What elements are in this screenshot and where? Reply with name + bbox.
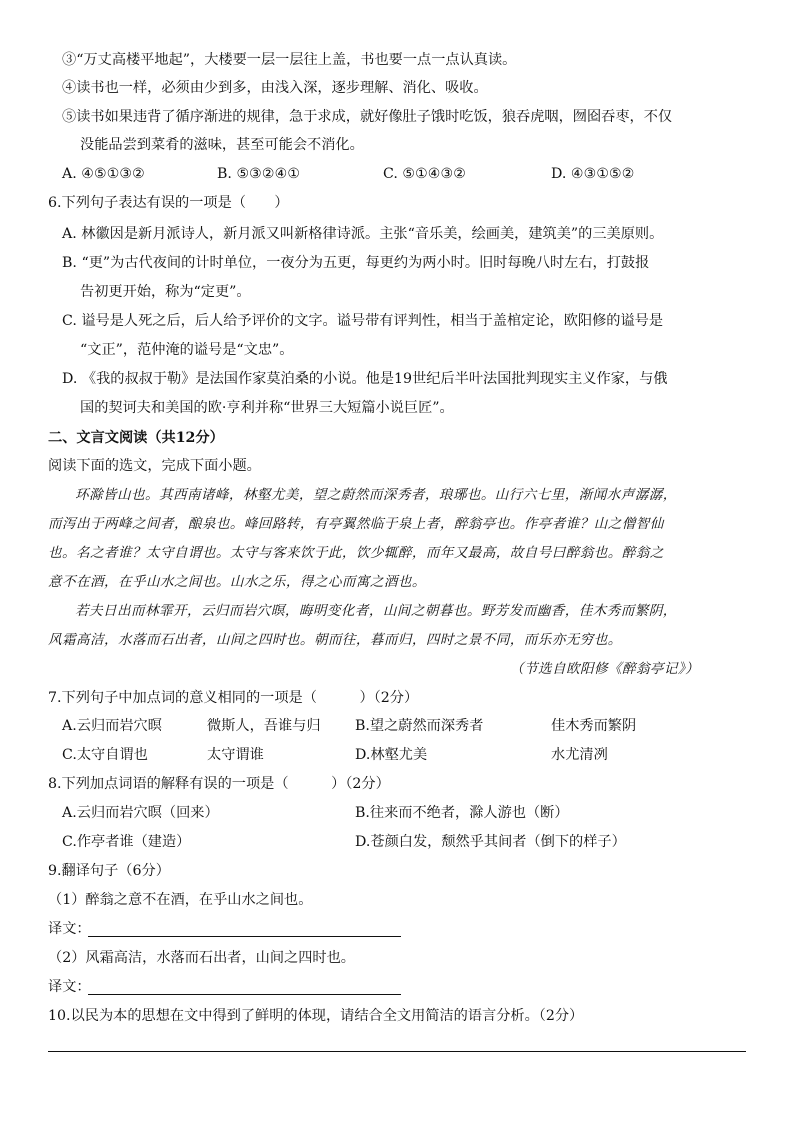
q5-option-c: C. ⑤①④③② [383, 166, 466, 182]
q5-option-d: D. ④③①⑤② [551, 166, 635, 182]
q7-option-d-1: D.林壑尤美 [355, 747, 428, 763]
q7-option-a-1: A.云归而岩穴暝 [62, 718, 162, 734]
q9-translation-label-2: 译文： [48, 979, 91, 995]
passage-source: （节选自欧阳修《醉翁亭记》） [510, 661, 700, 677]
passage-p1-line1: 环滁皆山也。其西南诸峰，林壑尤美，望之蔚然而深秀者，琅琊也。山行六七里，渐闻水声潺潺， [75, 487, 677, 503]
passage-p1-line4: 意不在酒，在乎山水之间也。山水之乐，得之心而寓之酒也。 [48, 574, 426, 590]
q6-option-c-line2: “文正”，范仲淹的谥号是“文忠”。 [80, 342, 294, 358]
q6-option-d-line2: 国的契诃夫和美国的欧·亨利并称“世界三大短篇小说巨匠”。 [80, 400, 454, 416]
passage-p2-line1: 若夫日出而林霏开，云归而岩穴暝，晦明变化者，山间之朝暮也。野芳发而幽香，佳木秀而繁阴， [75, 603, 677, 619]
q7-option-d-2: 水尤清冽 [551, 747, 608, 763]
q6-option-b-line1: B. “更”为古代夜间的计时单位，一夜分为五更，每更约为两小时。旧时每晚八时左右，打鼓报 [62, 255, 650, 271]
q9-answer-line-1[interactable] [88, 936, 401, 937]
q6-option-a: A. 林徽因是新月派诗人，新月派又叫新格律诗派。主张“音乐美，绘画美，建筑美”的三美原则。 [62, 226, 664, 242]
q7-stem: 7.下列句子中加点词的意义相同的一项是（ ）（2分） [48, 690, 419, 706]
passage-p1-line3: 也。名之者谁？太守自谓也。太守与客来饮于此，饮少辄醉，而年又最高，故自号曰醉翁也。醉翁之 [48, 545, 664, 561]
q9-sentence-1: （1）醉翁之意不在酒，在乎山水之间也。 [48, 892, 313, 908]
q7-option-a-2: 微斯人，吾谁与归 [207, 718, 321, 734]
q8-option-b: B.往来而不绝者，滁人游也（断） [355, 805, 569, 821]
q9-sentence-2: （2）风霜高洁，水落而石出者，山间之四时也。 [48, 950, 355, 966]
q7-option-b-2: 佳木秀而繁阴 [551, 718, 637, 734]
q7-option-c-1: C.太守自谓也 [62, 747, 148, 763]
section-2-heading: 二、文言文阅读（共12分） [48, 430, 224, 446]
q6-option-c-line1: C. 谥号是人死之后，后人给予评价的文字。谥号带有评判性，相当于盖棺定论，欧阳修的谥号是 [62, 313, 664, 329]
q9-stem: 9.翻译句子（6分） [48, 863, 170, 879]
passage-p2-line2: 风霜高洁，水落而石出者，山间之四时也。朝而往，暮而归，四时之景不同，而乐亦无穷也。 [48, 632, 622, 648]
q5-sentence-5-line1: ⑤读书如果违背了循序渐进的规律，急于求成，就好像肚子饿时吃饭，狼吞虎咽，囫囵吞枣，不仅 [62, 109, 673, 125]
q7-option-c-2: 太守谓谁 [207, 747, 264, 763]
q8-stem: 8.下列加点词语的解释有误的一项是（ ）（2分） [48, 776, 390, 792]
q8-option-a: A.云归而岩穴暝（回来） [62, 805, 219, 821]
q5-option-a: A. ④⑤①③② [62, 166, 145, 182]
q10-stem: 10.以民为本的思想在文中得到了鲜明的体现，请结合全文用简洁的语言分析。（2分） [48, 1008, 584, 1024]
q6-option-d-line1: D. 《我的叔叔于勒》是法国作家莫泊桑的小说。他是19世纪后半叶法国批判现实主义作家，与俄 [62, 371, 668, 387]
q10-answer-line[interactable] [48, 1051, 746, 1052]
q6-option-b-line2: 告初更开始，称为“定更”。 [80, 284, 251, 300]
q5-sentence-3: ③“万丈高楼平地起”，大楼要一层一层往上盖，书也要一点一点认真读。 [62, 52, 517, 68]
q8-option-d: D.苍颜白发，颓然乎其间者（倒下的样子） [355, 834, 626, 850]
q6-stem: 6.下列句子表达有误的一项是（ ） [48, 195, 289, 211]
q9-translation-label-1: 译文： [48, 921, 91, 937]
passage-p1-line2: 而泻出于两峰之间者，酿泉也。峰回路转，有亭翼然临于泉上者，醉翁亭也。作亭者谁？山之僧智仙 [48, 516, 664, 532]
q7-option-b-1: B.望之蔚然而深秀者 [355, 718, 484, 734]
section-2-instruction: 阅读下面的选文，完成下面小题。 [48, 458, 261, 474]
q8-option-c: C.作亭者谁（建造） [62, 834, 191, 850]
q5-option-b: B. ⑤③②④① [217, 166, 301, 182]
q9-answer-line-2[interactable] [88, 994, 401, 995]
q5-sentence-4: ④读书也一样，必须由少到多，由浅入深，逐步理解、消化、吸收。 [62, 80, 488, 96]
q5-sentence-5-line2: 没能品尝到菜肴的滋味，甚至可能会不消化。 [80, 137, 364, 153]
